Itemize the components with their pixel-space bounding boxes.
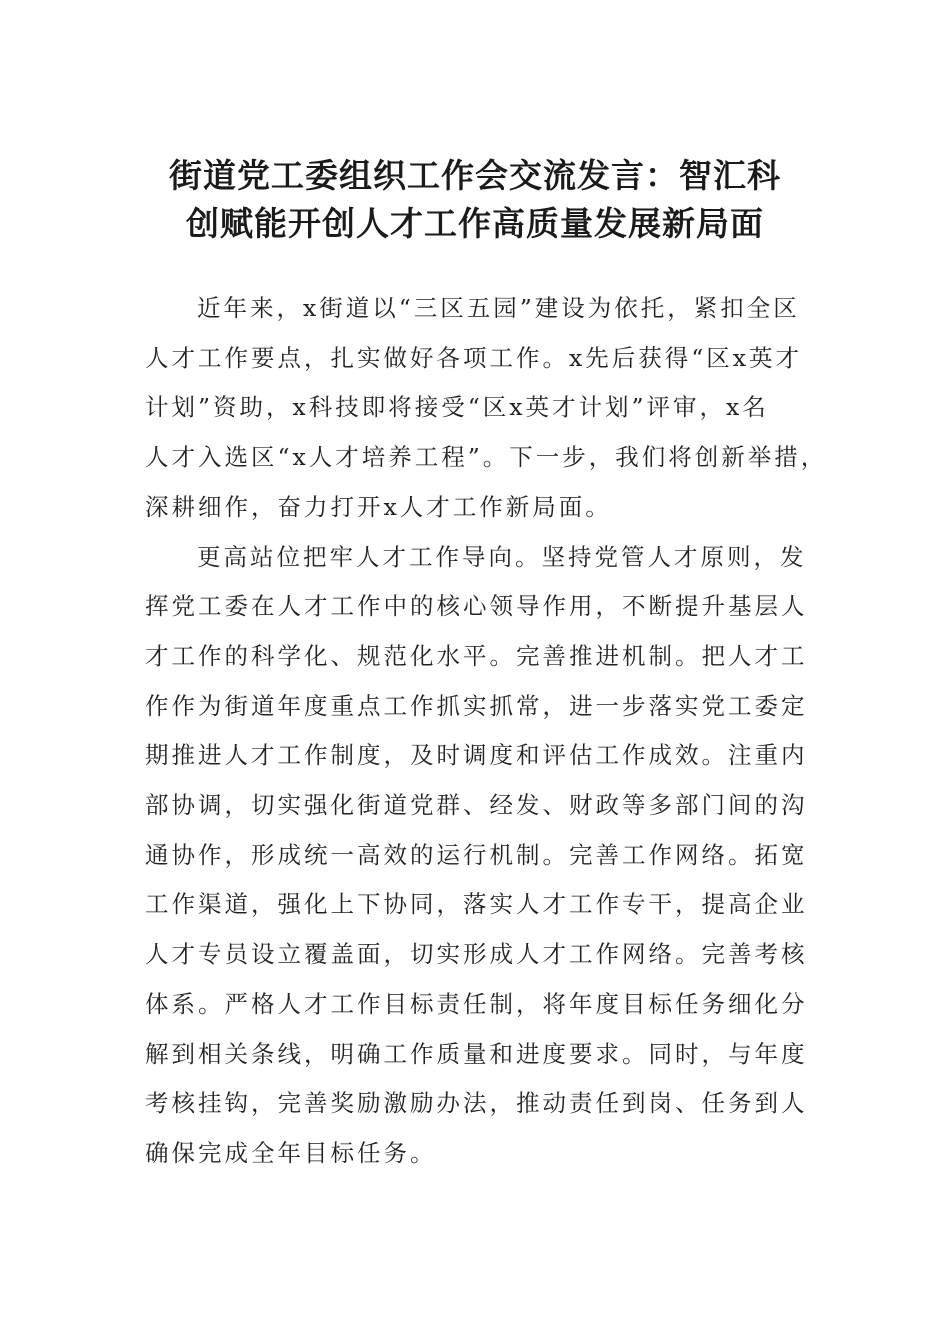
paragraph-line: 才工作的科学化、规范化水平。完善推进机制。把人才工 [145,641,808,670]
title-line-2: 创赋能开创人才工作高质量发展新局面 [186,204,764,243]
paragraph-line: 挥党工委在人才工作中的核心领导作用，不断提升基层人 [145,592,808,621]
document-body [145,284,828,1179]
paragraph-line: 深耕细作，奋力打开x人才工作新局面。 [145,492,612,521]
paragraph-line: 作作为街道年度重点工作抓实抓常，进一步落实党工委定 [145,691,808,720]
title-line-1: 街道党工委组织工作会交流发言：智汇科 [169,156,781,195]
paragraph-line: 人才工作要点，扎实做好各项工作。x先后获得“区x英才 [145,343,803,372]
paragraph-1 [145,284,828,533]
paragraph-line: 确保完成全年目标任务。 [145,1138,437,1167]
paragraph-line: 通协作，形成统一高效的运行机制。完善工作网络。拓宽 [145,840,808,869]
paragraph-line: 计划”资助，x科技即将接受“区x英才计划”评审，x名 [145,393,769,422]
paragraph-line: 近年来，x街道以“三区五园”建设为依托，紧扣全区 [197,294,800,322]
document-title [140,152,810,248]
paragraph-line: 工作渠道，强化上下协同，落实人才工作专干，提高企业 [145,890,808,919]
paragraph-line: 解到相关条线，明确工作质量和进度要求。同时，与年度 [145,1039,808,1068]
paragraph-line: 人才入选区“x人才培养工程”。下一步，我们将创新举措， [145,443,828,472]
paragraph-line: 部协调，切实强化街道党群、经发、财政等多部门间的沟 [145,791,808,820]
paragraph-2 [145,533,815,1179]
paragraph-line: 考核挂钩，完善奖励激励办法，推动责任到岗、任务到人 [145,1089,808,1118]
paragraph-line: 体系。严格人才工作目标责任制，将年度目标任务细化分 [145,989,808,1018]
paragraph-line: 更高站位把牢人才工作导向。坚持党管人才原则，发 [197,542,807,571]
paragraph-line: 人才专员设立覆盖面，切实形成人才工作网络。完善考核 [145,940,808,969]
paragraph-line: 期推进人才工作制度，及时调度和评估工作成效。注重内 [145,741,808,770]
